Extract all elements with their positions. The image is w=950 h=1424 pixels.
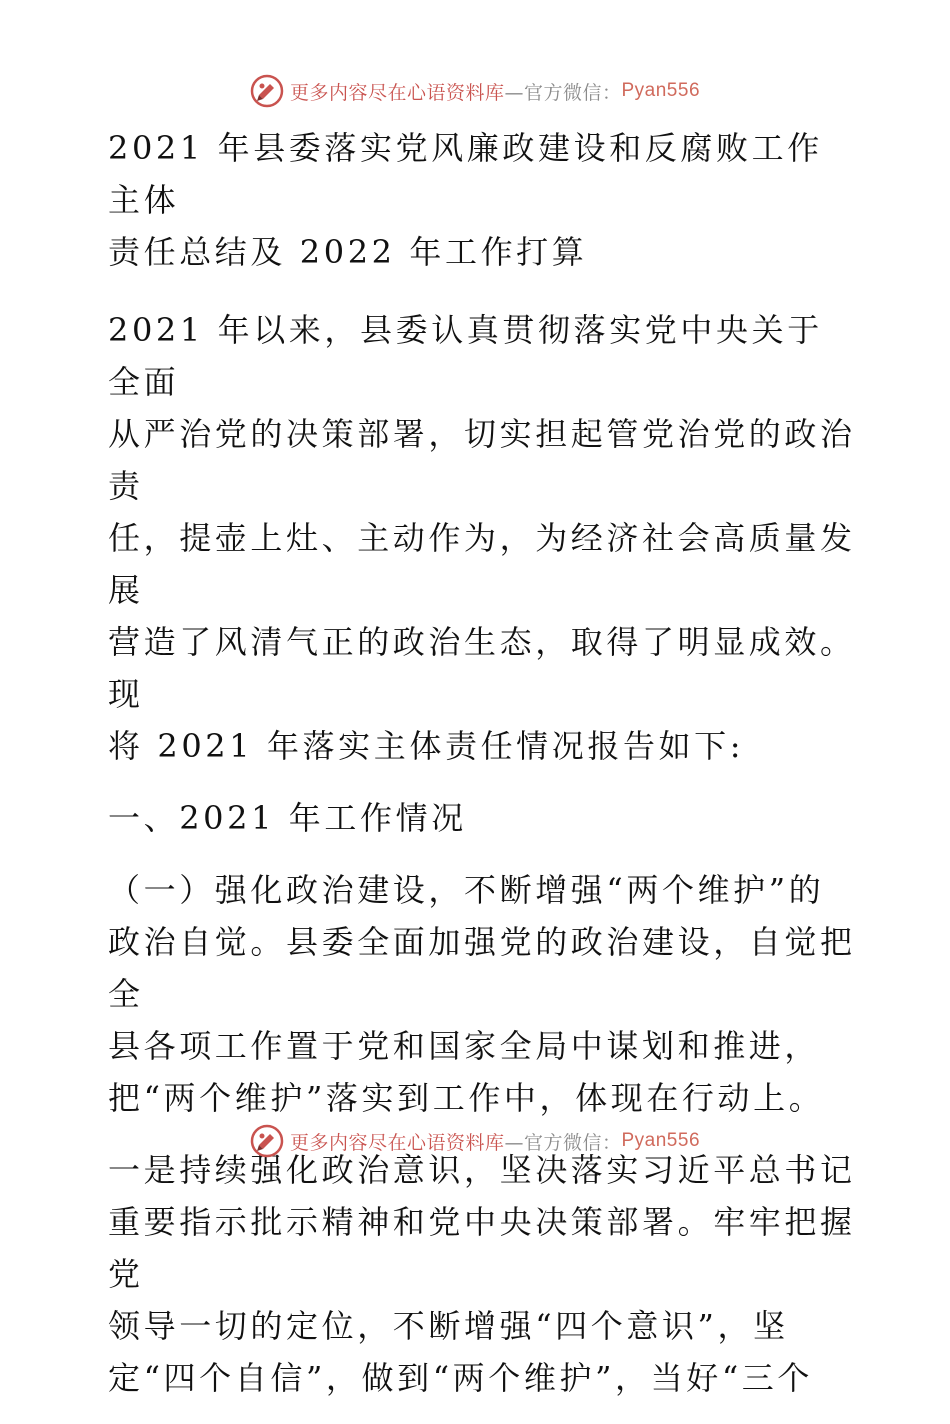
point-line: 一是持续强化政治意识，坚决落实习近平总书记 bbox=[108, 1151, 856, 1189]
book-pen-logo-icon bbox=[250, 74, 284, 108]
title-line-2: 责任总结及 2022 年工作打算 bbox=[108, 233, 588, 271]
intro-line: 任，提壶上灶、主动作为，为经济社会高质量发展 bbox=[108, 519, 856, 609]
title-line-1: 2021 年县委落实党风廉政建设和反腐败工作主体 bbox=[108, 129, 823, 219]
intro-line: 2021 年以来，县委认真贯彻落实党中央关于全面 bbox=[108, 311, 823, 401]
book-pen-logo-icon bbox=[250, 1124, 284, 1158]
watermark-official-label: —官方微信： bbox=[504, 1131, 622, 1154]
watermark-account: Pyan556 bbox=[621, 80, 701, 101]
point-line: 领导一切的定位，不断增强“四个意识”，坚 bbox=[108, 1307, 789, 1345]
section-heading: 一、2021 年工作情况 bbox=[108, 799, 467, 837]
intro-line: 将 2021 年落实主体责任情况报告如下: bbox=[108, 727, 745, 765]
subsection-paragraph bbox=[98, 864, 858, 1124]
point-line: 定“四个自信”，做到“两个维护”，当好“三个 bbox=[108, 1359, 813, 1397]
watermark-footer bbox=[0, 1124, 950, 1158]
document-body bbox=[98, 122, 858, 1424]
subsection-line: 县各项工作置于党和国家全局中谋划和推进， bbox=[108, 1027, 821, 1065]
subsection-line: 政治自觉。县委全面加强党的政治建设，自觉把全 bbox=[108, 923, 856, 1013]
point-paragraph bbox=[98, 1144, 858, 1404]
subsection-line: （一）强化政治建设，不断增强“两个维护”的 bbox=[108, 871, 825, 909]
intro-line: 从严治党的决策部署，切实担起管党治党的政治责 bbox=[108, 415, 856, 505]
watermark-account: Pyan556 bbox=[621, 1130, 701, 1151]
watermark-header bbox=[0, 74, 950, 108]
intro-line: 营造了风清气正的政治生态，取得了明显成效。现 bbox=[108, 623, 856, 713]
intro-paragraph bbox=[98, 304, 858, 772]
subsection-line: 把“两个维护”落实到工作中，体现在行动上。 bbox=[108, 1079, 825, 1117]
point-line: 重要指示批示精神和党中央决策部署。牢牢把握党 bbox=[108, 1203, 856, 1293]
watermark-brand: 更多内容尽在心语资料库 bbox=[289, 81, 505, 104]
document-title bbox=[98, 122, 858, 278]
watermark-brand: 更多内容尽在心语资料库 bbox=[289, 1131, 505, 1154]
watermark-official-label: —官方微信： bbox=[504, 81, 622, 104]
